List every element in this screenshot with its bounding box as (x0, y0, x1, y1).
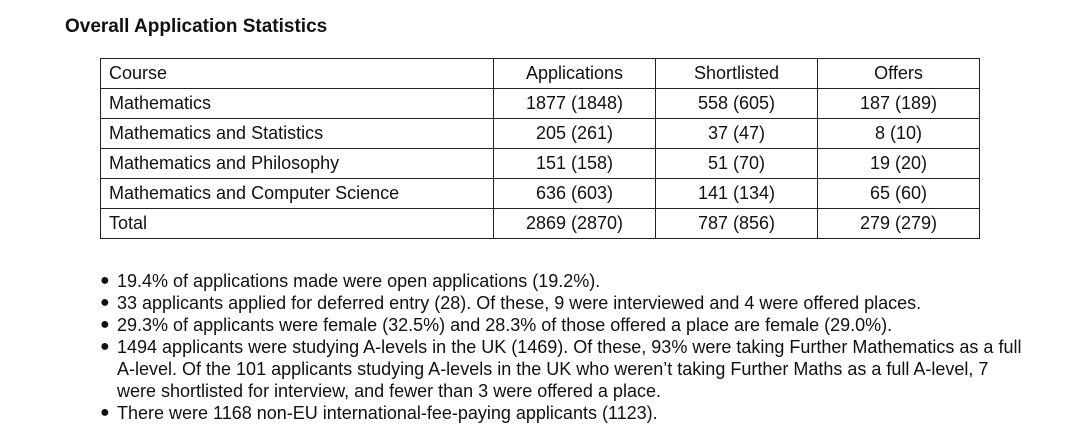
table-header-row (101, 59, 980, 89)
shortlisted-cell: 51 (70) (656, 149, 818, 179)
applications-cell: 636 (603) (494, 179, 656, 209)
table-row (101, 119, 980, 149)
list-item-text: 33 applicants applied for deferred entry (28). Of these, 9 were interviewed and 4 were offered places. (117, 293, 922, 313)
list-item (100, 292, 1030, 314)
bullet-icon: ● (100, 316, 110, 333)
bullet-icon: ● (100, 338, 110, 355)
course-cell: Mathematics (101, 89, 494, 119)
header-shortlisted: Shortlisted (656, 59, 818, 89)
list-item-text: There were 1168 non-EU international-fee-paying applicants (1123). (117, 403, 658, 423)
list-item (100, 314, 1030, 336)
list-item-text: 29.3% of applicants were female (32.5%) and 28.3% of those offered a place are female (29.0%). (117, 315, 893, 335)
table-row (101, 149, 980, 179)
table-row (101, 179, 980, 209)
header-course: Course (101, 59, 494, 89)
list-item (100, 270, 1030, 292)
bullet-icon: ● (100, 272, 110, 289)
page-title: Overall Application Statistics (65, 16, 328, 37)
header-offers: Offers (818, 59, 980, 89)
offers-cell: 65 (60) (818, 179, 980, 209)
shortlisted-cell: 558 (605) (656, 89, 818, 119)
bullet-icon: ● (100, 294, 110, 311)
total-offers-cell: 279 (279) (818, 209, 980, 239)
list-item-text: 19.4% of applications made were open applications (19.2%). (117, 271, 601, 291)
course-cell: Mathematics and Philosophy (101, 149, 494, 179)
shortlisted-cell: 37 (47) (656, 119, 818, 149)
applications-cell: 205 (261) (494, 119, 656, 149)
statistics-table (100, 58, 980, 239)
list-item-text: 1494 applicants were studying A-levels in the UK (1469). Of these, 93% were taking Further Mathematics as a full A-level. Of the 101 applicants studying A-levels in the UK who weren’t taking Further Maths as a full A-level, 7 were shortlisted for interview, and fewer than 3 were offered a place. (117, 337, 1022, 401)
list-item (100, 336, 1030, 402)
total-label-cell: Total (101, 209, 494, 239)
shortlisted-cell: 141 (134) (656, 179, 818, 209)
table-total-row (101, 209, 980, 239)
applications-cell: 1877 (1848) (494, 89, 656, 119)
table-row (101, 89, 980, 119)
applications-cell: 151 (158) (494, 149, 656, 179)
course-cell: Mathematics and Statistics (101, 119, 494, 149)
offers-cell: 8 (10) (818, 119, 980, 149)
bullet-icon: ● (100, 404, 110, 421)
statistics-notes-list (100, 270, 1030, 424)
header-applications: Applications (494, 59, 656, 89)
offers-cell: 187 (189) (818, 89, 980, 119)
course-cell: Mathematics and Computer Science (101, 179, 494, 209)
total-applications-cell: 2869 (2870) (494, 209, 656, 239)
total-shortlisted-cell: 787 (856) (656, 209, 818, 239)
offers-cell: 19 (20) (818, 149, 980, 179)
list-item (100, 402, 1030, 424)
